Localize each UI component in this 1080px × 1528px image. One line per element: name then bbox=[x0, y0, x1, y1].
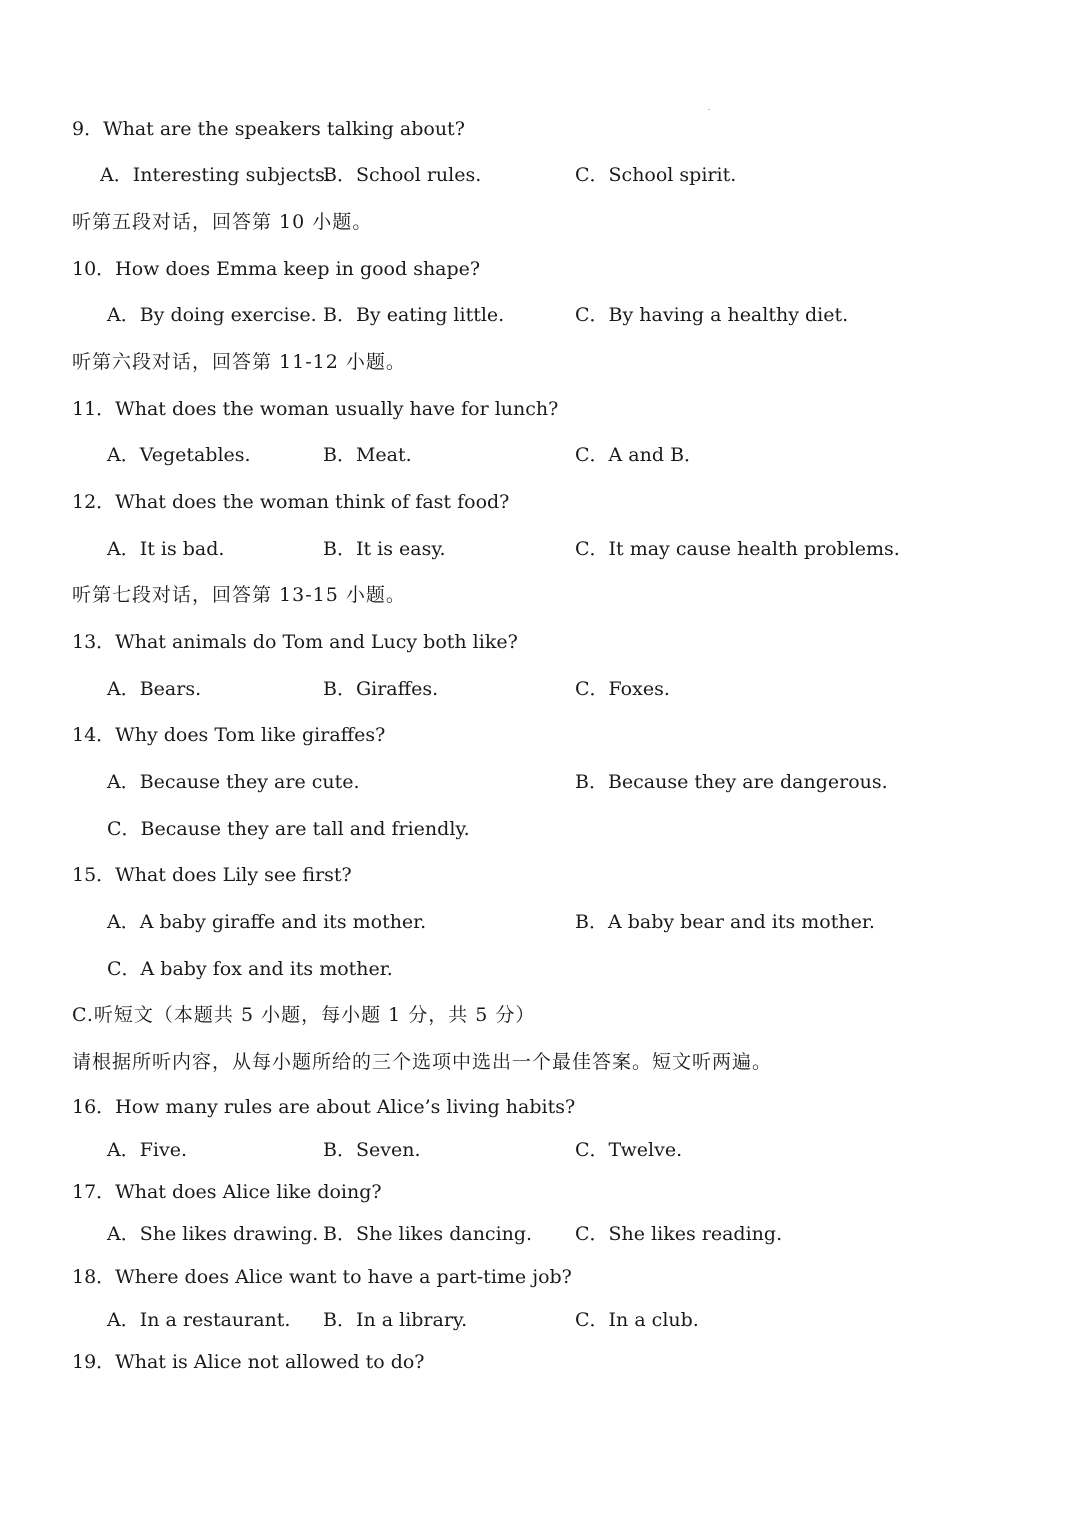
question-10: 10．How does Emma keep in good shape? bbox=[72, 258, 481, 280]
option-18-c: C．In a club. bbox=[575, 1309, 699, 1331]
option-16-b: B．Seven. bbox=[323, 1139, 421, 1161]
question-11: 11．What does the woman usually have for lunch? bbox=[72, 398, 559, 420]
option-15-b: B．A baby bear and its mother. bbox=[575, 911, 875, 933]
scan-speck bbox=[708, 109, 710, 110]
option-9-b: B．School rules. bbox=[323, 164, 482, 186]
option-16-c: C．Twelve. bbox=[575, 1139, 683, 1161]
option-12-a: A．It is bad. bbox=[107, 538, 225, 560]
question-17: 17．What does Alice like doing? bbox=[72, 1181, 382, 1203]
option-14-c: C．Because they are tall and friendly. bbox=[107, 818, 470, 840]
option-18-a: A．In a restaurant. bbox=[107, 1309, 291, 1331]
section-heading-7: 听第七段对话，回答第 13-15 小题。 bbox=[72, 584, 406, 606]
option-13-b: B．Giraffes. bbox=[323, 678, 439, 700]
option-10-b: B．By eating little. bbox=[323, 304, 505, 326]
question-19: 19．What is Alice not allowed to do? bbox=[72, 1351, 425, 1373]
option-12-c: C．It may cause health problems. bbox=[575, 538, 900, 560]
option-17-b: B．She likes dancing. bbox=[323, 1223, 533, 1245]
section-heading-6: 听第六段对话，回答第 11-12 小题。 bbox=[72, 351, 406, 373]
option-14-a: A．Because they are cute. bbox=[107, 771, 360, 793]
question-18: 18．Where does Alice want to have a part-time job? bbox=[72, 1266, 572, 1288]
option-11-a: A．Vegetables. bbox=[107, 444, 251, 466]
section-instructions: 请根据所听内容，从每小题所给的三个选项中选出一个最佳答案。短文听两遍。 bbox=[72, 1051, 773, 1073]
option-17-c: C．She likes reading. bbox=[575, 1223, 783, 1245]
option-14-b: B．Because they are dangerous. bbox=[575, 771, 888, 793]
question-9: 9．What are the speakers talking about? bbox=[72, 118, 465, 140]
question-15: 15．What does Lily see first? bbox=[72, 864, 352, 886]
section-heading-5: 听第五段对话，回答第 10 小题。 bbox=[72, 211, 373, 233]
option-12-b: B．It is easy. bbox=[323, 538, 446, 560]
option-13-c: C．Foxes. bbox=[575, 678, 670, 700]
option-10-c: C．By having a healthy diet. bbox=[575, 304, 849, 326]
question-16: 16．How many rules are about Alice’s living habits? bbox=[72, 1096, 576, 1118]
question-14: 14．Why does Tom like giraffes? bbox=[72, 724, 386, 746]
option-9-c: C．School spirit. bbox=[575, 164, 737, 186]
option-17-a: A．She likes drawing. bbox=[107, 1223, 319, 1245]
question-12: 12．What does the woman think of fast food? bbox=[72, 491, 510, 513]
option-18-b: B．In a library. bbox=[323, 1309, 468, 1331]
option-13-a: A．Bears. bbox=[107, 678, 202, 700]
option-15-a: A．A baby giraffe and its mother. bbox=[107, 911, 427, 933]
option-9-a: A．Interesting subjects. bbox=[100, 164, 331, 186]
option-11-c: C．A and B． bbox=[575, 444, 704, 466]
option-11-b: B．Meat. bbox=[323, 444, 412, 466]
question-13: 13．What animals do Tom and Lucy both like? bbox=[72, 631, 518, 653]
option-15-c: C．A baby fox and its mother. bbox=[107, 958, 393, 980]
option-10-a: A．By doing exercise. bbox=[107, 304, 317, 326]
section-heading-c: C.听短文（本题共 5 小题，每小题 1 分，共 5 分） bbox=[72, 1004, 536, 1026]
option-16-a: A．Five. bbox=[107, 1139, 187, 1161]
